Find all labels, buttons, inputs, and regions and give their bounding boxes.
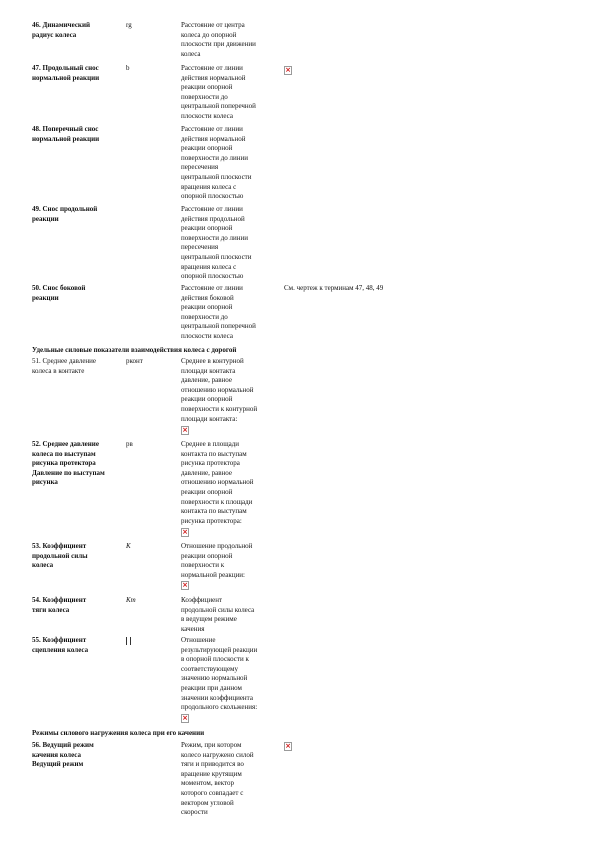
- term-definition: Расстояние от центра колеса до опорной плоскости при движении колеса: [181, 21, 256, 58]
- term-name: 50. Снос боковой реакции: [32, 284, 86, 302]
- section-heading: Режимы силового нагружения колеса при его качении: [32, 729, 205, 737]
- broken-image-icon: [181, 426, 189, 435]
- broken-image-icon: [284, 66, 292, 75]
- term-symbol: b: [126, 64, 130, 72]
- term-name: 46. Динамический радиус колеса: [32, 21, 91, 39]
- term-definition: Отношение результирующей реакции в опорной плоскости к соответствующему значению нормальной реакции при данном значении коэффициента продольного скольжения:: [181, 636, 258, 712]
- term-definition: Среднее в контурной площади контакта давление, равное отношению нормальной реакции опорной поверхности к контурной площади контакта:: [181, 357, 258, 423]
- term-name: 51. Среднее давление колеса в контакте: [32, 357, 97, 375]
- term-definition: Режим, при котором колесо нагружено силой тяги и приводится во вращение крутящим моментом, вектор которого совпадает с вектором угловой скорости: [181, 741, 254, 817]
- term-symbol: Kт: [126, 596, 136, 604]
- term-name: 53. Коэффициент продольной силы колеса: [32, 542, 88, 570]
- broken-image-icon: [181, 714, 189, 723]
- term-name: 56. Ведущий режим качения колеса Ведущий режим: [32, 741, 94, 769]
- term-name: 52. Среднее давление колеса по выступам рисунка протектора Давление по выступам рисунка: [32, 440, 105, 487]
- term-name: 49. Снос продольной реакции: [32, 205, 98, 223]
- term-name: 54. Коэффициент тяги колеса: [32, 596, 87, 614]
- term-definition: Расстояние от линии действия боковой реакции опорной поверхности до центральной поперечной плоскости колеса: [181, 284, 256, 340]
- term-name: 47. Продольный снос нормальной реакции: [32, 64, 100, 82]
- broken-image-icon: [181, 581, 189, 590]
- term-symbol: pв: [126, 440, 133, 448]
- term-name: 48. Поперечный снос нормальной реакции: [32, 125, 100, 143]
- term-definition: Расстояние от линии действия нормальной реакции опорной поверхности до линии пересечения центральной плоскости вращения колеса с опорной плоскостью: [181, 125, 252, 201]
- term-definition: Коэффициент продольной силы колеса в ведущем режиме качения: [181, 596, 255, 633]
- term-symbol: K: [126, 542, 131, 550]
- broken-image-icon: [284, 742, 292, 751]
- term-definition: Расстояние от линии действия нормальной реакции опорной поверхности до центральной поперечной плоскости колеса: [181, 64, 256, 120]
- term-name: 55. Коэффициент сцепления колеса: [32, 636, 89, 654]
- term-definition: Среднее в площади контакта по выступам рисунка протектора давление, равное отношению нормальной реакции опорной поверхности к площади контакта по выступам рисунка протектора:: [181, 440, 254, 525]
- term-symbol: pконт: [126, 357, 143, 365]
- term-symbol: rg: [126, 21, 132, 29]
- term-note: См. чертеж к терминам 47, 48, 49: [284, 284, 384, 292]
- section-heading: Удельные силовые показатели взаимодействия колеса с дорогой: [32, 346, 237, 354]
- formula-image-icon: [126, 637, 131, 645]
- term-definition: Расстояние от линии действия продольной реакции опорной поверхности до линии пересечения центральной плоскости вращения колеса с опорной плоскостью: [181, 205, 252, 281]
- term-definition: Отношение продольной реакции опорной поверхности к нормальной реакции:: [181, 542, 253, 579]
- broken-image-icon: [181, 528, 189, 537]
